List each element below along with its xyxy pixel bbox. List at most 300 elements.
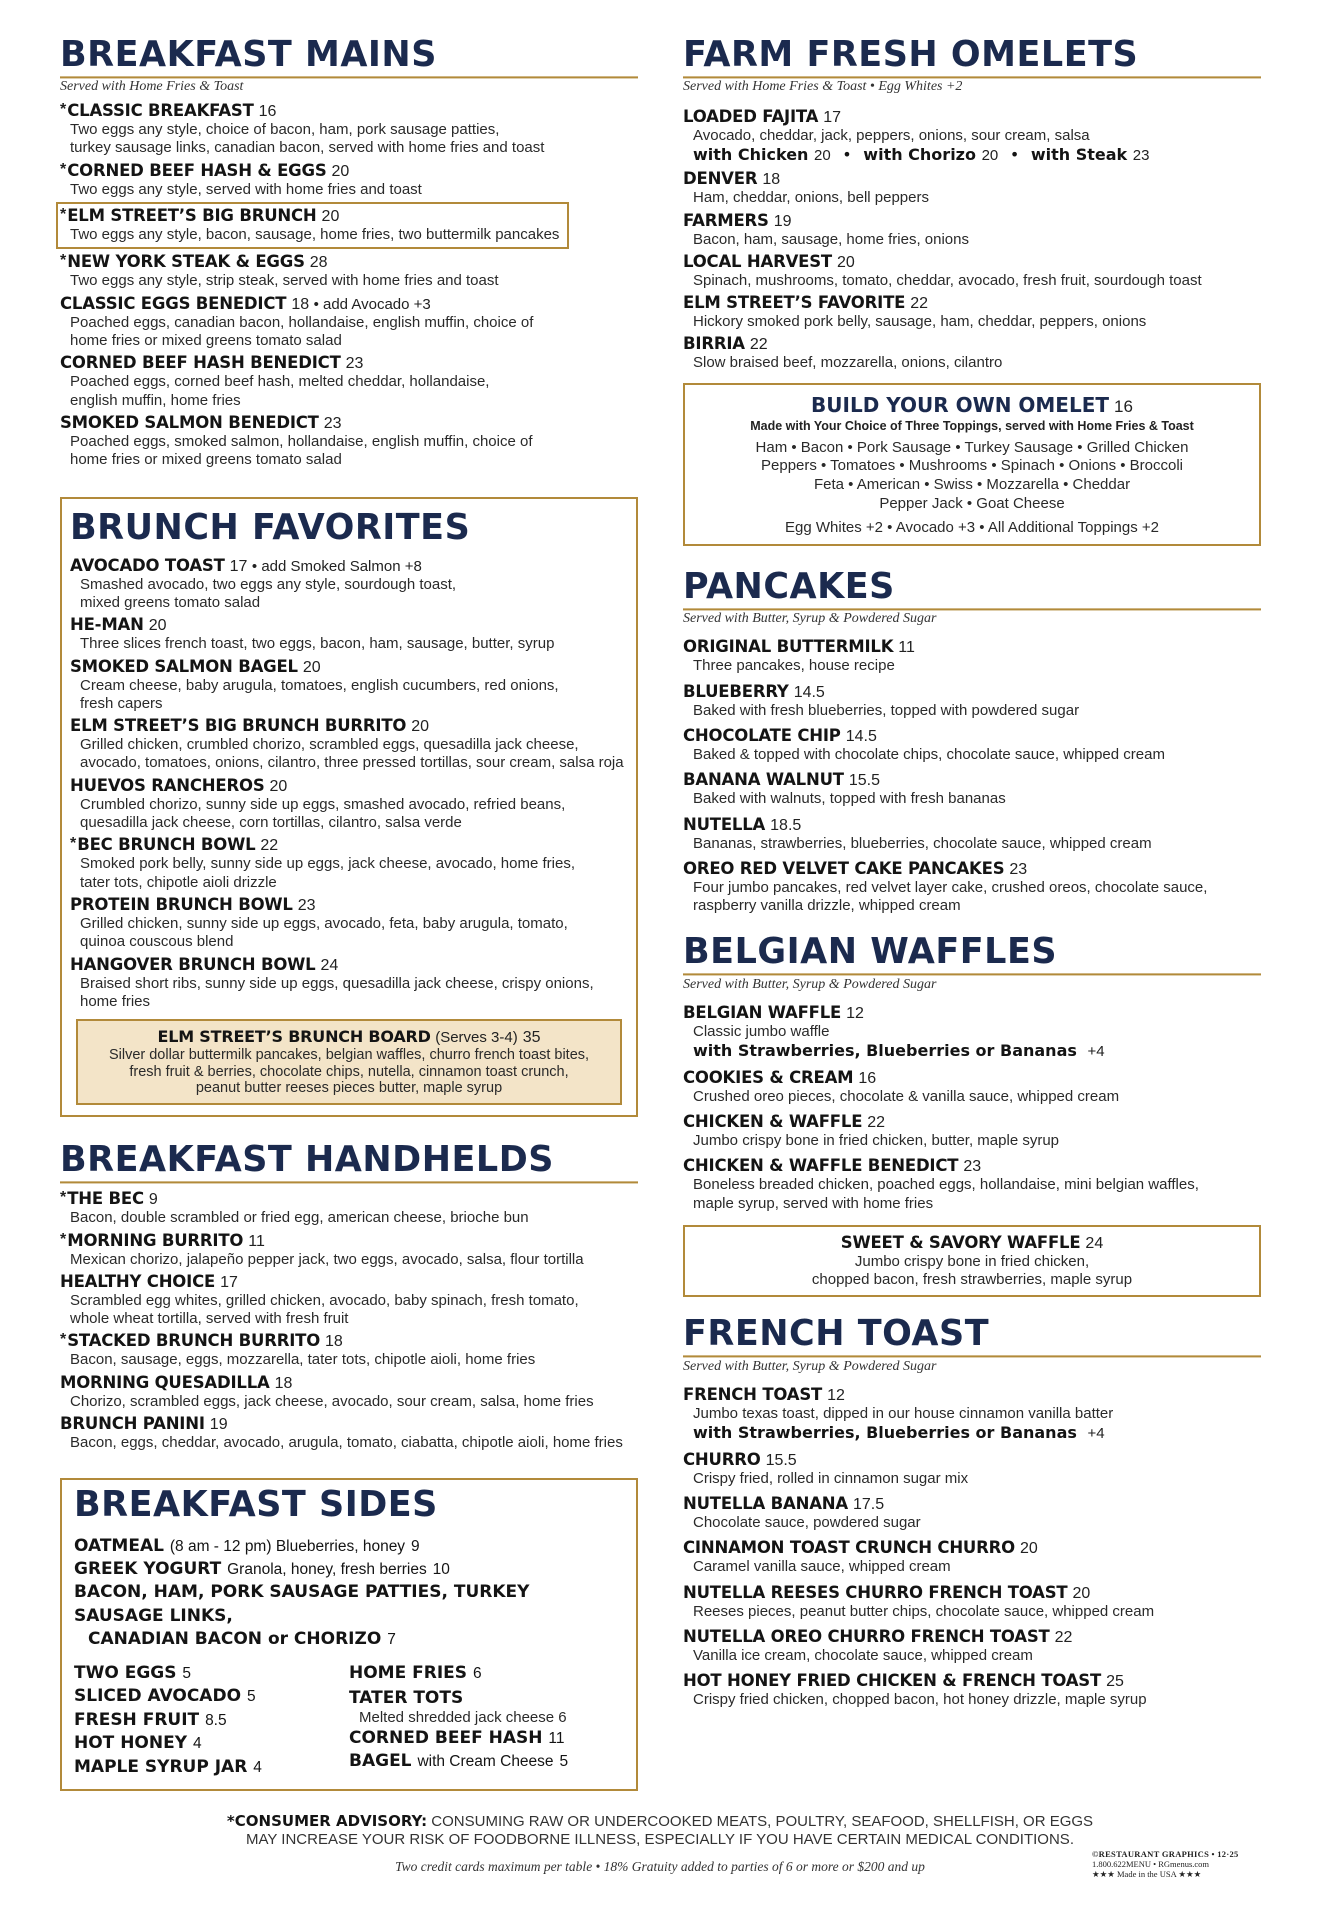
item-name: TATER TOTS xyxy=(349,1688,464,1709)
item-price: 8.5 xyxy=(205,1711,227,1729)
item-name: BIRRIA xyxy=(683,334,745,354)
item-name: MORNING QUESADILLA xyxy=(60,1372,270,1392)
item-desc: Poached eggs, canadian bacon, hollandaise, english muffin, choice of xyxy=(70,313,534,331)
item-desc: Cream cheese, baby arugula, tomatoes, english cucumbers, red onions, xyxy=(80,676,559,694)
item-price: 6 xyxy=(558,1708,567,1726)
item-price: 20 xyxy=(321,208,340,226)
menu-item xyxy=(60,1189,638,1227)
item-price: 22 xyxy=(1054,1628,1073,1646)
item-desc: Avocado, cheddar, jack, peppers, onions, sour cream, salsa xyxy=(693,127,1090,145)
item-name: GREEK YOGURT xyxy=(74,1559,222,1580)
menu-item xyxy=(683,293,1261,331)
item-desc: Mexican chorizo, jalapeño pepper jack, two eggs, avocado, salsa, flour tortilla xyxy=(70,1250,584,1268)
item-name: OREO RED VELVET CAKE PANCAKES xyxy=(683,858,1005,878)
item-price: 20 xyxy=(331,162,350,180)
item-name: FRENCH TOAST xyxy=(683,1384,823,1404)
menu-item xyxy=(60,1414,638,1452)
box-title: BUILD YOUR OWN OMELET xyxy=(811,392,1110,417)
right-column xyxy=(683,36,1261,1713)
section-title: BREAKFAST MAINS xyxy=(60,36,638,79)
menu-item xyxy=(683,107,1261,166)
item-price: 15.5 xyxy=(848,772,880,790)
item-name: CHICKEN & WAFFLE xyxy=(683,1111,863,1131)
item-name: BLUEBERRY xyxy=(683,681,789,701)
item-desc: Crispy fried, rolled in cinnamon sugar mix xyxy=(693,1469,969,1487)
menu-item xyxy=(683,1068,1261,1106)
section-subtitle: Served with Butter, Syrup & Powdered Sugar xyxy=(683,1358,937,1374)
item-desc: turkey sausage links, canadian bacon, served with home fries and toast xyxy=(70,139,545,157)
item-desc: Smashed avocado, two eggs any style, sourdough toast, xyxy=(80,575,457,593)
item-name: CORNED BEEF HASH xyxy=(349,1727,543,1748)
item-addon: • add Avocado +3 xyxy=(313,295,431,313)
item-price: 10 xyxy=(432,1561,450,1579)
menu-item xyxy=(60,1272,638,1329)
item-desc: maple syrup, served with home fries xyxy=(693,1194,934,1212)
item-price: 5 xyxy=(246,1688,256,1706)
item-desc: quinoa couscous blend xyxy=(80,933,234,951)
advisory-star: * xyxy=(70,835,77,853)
section-subtitle: Served with Butter, Syrup & Powdered Sugar xyxy=(683,611,937,627)
option-label: with Steak xyxy=(1030,145,1128,165)
item-name: NUTELLA REESES CHURRO FRENCH TOAST xyxy=(683,1582,1068,1602)
sides-grid xyxy=(74,1662,624,1779)
section-title: BRUNCH FAVORITES xyxy=(70,508,471,549)
menu-item xyxy=(60,353,638,410)
side-item xyxy=(74,1628,624,1651)
item-price: 20 xyxy=(411,718,430,736)
item-price: 22 xyxy=(910,295,928,313)
item-price: 5 xyxy=(559,1753,569,1771)
item-price: 23 xyxy=(1009,860,1028,878)
item-desc: fresh fruit & berries, chocolate chips, nutella, cinnamon toast crunch, xyxy=(129,1063,569,1080)
item-name: FARMERS xyxy=(683,210,769,230)
item-options xyxy=(683,1423,1261,1444)
item-desc: Grilled chicken, sunny side up eggs, avocado, feta, baby arugula, tomato, xyxy=(80,914,568,932)
item-price: 18.5 xyxy=(770,816,802,834)
advisory-text: CONSUMING RAW OR UNDERCOOKED MEATS, POULTRY, SEAFOOD, SHELLFISH, OR EGGS xyxy=(431,1813,1094,1830)
item-price: 20 xyxy=(302,658,321,676)
item-desc: Baked with fresh blueberries, topped with powdered sugar xyxy=(693,701,1080,719)
item-price: 7 xyxy=(387,1631,396,1649)
item-desc: Smoked pork belly, sunny side up eggs, jack cheese, avocado, home fries, xyxy=(80,855,575,873)
item-price: 25 xyxy=(1106,1673,1124,1691)
item-desc: quesadilla jack cheese, corn tortillas, cilantro, salsa verde xyxy=(80,814,462,832)
menu-item xyxy=(683,815,1261,853)
item-price: 28 xyxy=(309,254,328,272)
advisory-heading: CONSUMER ADVISORY: xyxy=(234,1812,428,1830)
menu-item xyxy=(70,716,628,773)
item-serves: (Serves 3-4) xyxy=(435,1029,518,1047)
side-item: BACON, HAM, PORK SAUSAGE PATTIES, TURKEY SAUSAGE LINKS, xyxy=(74,1582,530,1626)
left-column xyxy=(60,36,638,1791)
item-note: Granola, honey, fresh berries xyxy=(227,1561,427,1579)
item-desc: Bacon, eggs, cheddar, avocado, arugula, tomato, ciabatta, chipotle aioli, home fries xyxy=(70,1434,623,1452)
section-title: FARM FRESH OMELETS xyxy=(683,36,1261,79)
item-note: Melted shredded jack cheese xyxy=(359,1708,555,1726)
item-name: MORNING BURRITO xyxy=(67,1230,244,1250)
menu-item xyxy=(683,859,1261,916)
item-desc: Bananas, strawberries, blueberries, chocolate sauce, whipped cream xyxy=(693,834,1152,852)
menu-item xyxy=(683,1671,1261,1709)
breakfast-mains-section xyxy=(60,36,638,469)
item-desc: Hickory smoked pork belly, sausage, ham, cheddar, peppers, onions xyxy=(693,313,1147,331)
item-desc: Braised short ribs, sunny side up eggs, quesadilla jack cheese, crispy onions, xyxy=(80,974,594,992)
item-name: BAGEL xyxy=(349,1751,412,1772)
menu-item xyxy=(70,556,628,613)
item-price: 14.5 xyxy=(793,683,825,701)
option-price: +4 xyxy=(1087,1042,1105,1060)
breakfast-handhelds-section xyxy=(60,1141,638,1452)
item-desc: Caramel vanilla sauce, whipped cream xyxy=(693,1558,951,1576)
item-desc: Scrambled egg whites, grilled chicken, avocado, baby spinach, fresh tomato, xyxy=(70,1291,579,1309)
item-price: 20 xyxy=(1019,1540,1038,1558)
item-price: 20 xyxy=(148,617,167,635)
section-title: BREAKFAST SIDES xyxy=(74,1484,438,1526)
side-item xyxy=(74,1535,624,1558)
item-desc: Vanilla ice cream, chocolate sauce, whipped cream xyxy=(693,1646,1033,1664)
item-desc: Baked & topped with chocolate chips, chocolate sauce, whipped cream xyxy=(693,745,1165,763)
item-desc: home fries or mixed greens tomato salad xyxy=(70,451,342,469)
credit-brand: ©RESTAURANT GRAPHICS • 12·25 xyxy=(1092,1849,1239,1859)
item-name: LOADED FAJITA xyxy=(683,107,819,127)
menu-item xyxy=(683,637,1261,675)
section-title: BREAKFAST HANDHELDS xyxy=(60,1141,638,1184)
option-price: +4 xyxy=(1087,1424,1105,1442)
item-price: 14.5 xyxy=(845,727,877,745)
item-price: 16 xyxy=(858,1069,877,1087)
advisory-star: * xyxy=(60,206,67,224)
credit-origin: ★★★ Made in the USA ★★★ xyxy=(1092,1868,1202,1879)
item-desc: Jumbo texas toast, dipped in our house cinnamon vanilla batter xyxy=(693,1404,1114,1422)
item-price: 17 xyxy=(823,109,842,127)
item-price: 11 xyxy=(548,1729,565,1747)
item-price: 5 xyxy=(182,1664,192,1682)
item-name: ELM STREET’S BRUNCH BOARD xyxy=(157,1027,431,1047)
item-price: 20 xyxy=(836,253,855,271)
item-desc: Poached eggs, smoked salmon, hollandaise, english muffin, choice of xyxy=(70,432,533,450)
item-price: 9 xyxy=(410,1537,420,1555)
pancakes-section xyxy=(683,568,1261,915)
item-price: 6 xyxy=(472,1664,482,1682)
item-name: ELM STREET’S FAVORITE xyxy=(683,293,906,313)
option-label: with Strawberries, Blueberries or Bananas xyxy=(693,1422,1077,1442)
item-desc: Baked with walnuts, topped with fresh bananas xyxy=(693,790,1006,808)
menu-item xyxy=(70,776,628,833)
side-item xyxy=(74,1662,349,1685)
breakfast-sides-section xyxy=(60,1478,638,1791)
item-desc: Bacon, sausage, eggs, mozzarella, tater tots, chipotle aioli, home fries xyxy=(70,1351,536,1369)
side-item xyxy=(74,1558,624,1581)
item-price: 16 xyxy=(258,103,277,121)
item-name: HOT HONEY FRIED CHICKEN & FRENCH TOAST xyxy=(683,1671,1102,1691)
item-name: OATMEAL xyxy=(74,1535,164,1556)
item-name: HANGOVER BRUNCH BOWL xyxy=(70,954,316,974)
item-desc: Three pancakes, house recipe xyxy=(693,657,895,675)
item-desc: Silver dollar buttermilk pancakes, belgian waffles, churro french toast bites, xyxy=(108,1047,590,1064)
menu-item xyxy=(60,1331,638,1369)
item-desc: mixed greens tomato salad xyxy=(80,593,261,611)
side-item xyxy=(349,1750,624,1773)
sweet-savory-waffle-box xyxy=(683,1225,1261,1298)
item-desc: Boneless breaded chicken, poached eggs, hollandaise, mini belgian waffles, xyxy=(693,1176,1199,1194)
item-desc: Chocolate sauce, powdered sugar xyxy=(693,1514,921,1532)
item-desc xyxy=(349,1709,624,1727)
section-subtitle: Served with Home Fries & Toast • Egg Whites +2 xyxy=(683,79,963,95)
menu-item xyxy=(70,657,628,714)
box-subtitle: Made with Your Choice of Three Toppings, served with Home Fries & Toast xyxy=(750,418,1194,433)
item-price: 22 xyxy=(749,336,768,354)
item-desc: Crispy fried chicken, chopped bacon, hot honey drizzle, maple syrup xyxy=(693,1691,1147,1709)
menu-item xyxy=(683,1627,1261,1665)
item-price: 18 xyxy=(291,295,310,313)
menu-item xyxy=(683,169,1261,207)
item-name: TWO EGGS xyxy=(74,1662,177,1683)
item-desc: Two eggs any style, strip steak, served with home fries and toast xyxy=(70,272,499,290)
item-name: CHOCOLATE CHIP xyxy=(683,725,841,745)
menu-item xyxy=(683,1156,1261,1213)
item-desc: Bacon, double scrambled or fried egg, american cheese, brioche bun xyxy=(70,1209,529,1227)
item-desc: fresh capers xyxy=(80,694,163,712)
item-name: ELM STREET’S BIG BRUNCH xyxy=(67,206,317,226)
brunch-board-box xyxy=(76,1019,622,1105)
menu-item xyxy=(70,955,628,1012)
item-price: 17 xyxy=(220,1273,238,1291)
item-price: 23 xyxy=(345,355,364,373)
item-price: 18 xyxy=(325,1333,343,1351)
item-price: 20 xyxy=(269,777,288,795)
toppings-line: Feta • American • Swiss • Mozzarella • Cheddar xyxy=(813,475,1131,493)
side-item xyxy=(74,1685,349,1708)
toppings-line: Ham • Bacon • Pork Sausage • Turkey Sausage • Grilled Chicken xyxy=(755,438,1189,456)
side-item xyxy=(74,1709,349,1732)
item-name: CINNAMON TOAST CRUNCH CHURRO xyxy=(683,1538,1015,1558)
omelets-section xyxy=(683,36,1261,546)
item-price: 15.5 xyxy=(765,1451,797,1469)
item-price: 23 xyxy=(323,414,342,432)
advisory-star: * xyxy=(60,1189,67,1207)
item-desc: Three slices french toast, two eggs, bacon, ham, sausage, butter, syrup xyxy=(80,635,555,653)
item-desc: Grilled chicken, crumbled chorizo, scrambled eggs, quesadilla jack cheese, xyxy=(80,736,579,754)
item-desc: home fries or mixed greens tomato salad xyxy=(70,331,342,349)
advisory-text: MAY INCREASE YOUR RISK OF FOODBORNE ILLNESS, ESPECIALLY IF YOU HAVE CERTAIN MEDICAL CONDITIONS. xyxy=(246,1831,1074,1848)
menu-item xyxy=(60,252,638,290)
menu-item xyxy=(683,726,1261,764)
brunch-favorites-section xyxy=(60,497,638,1117)
section-subtitle: Served with Home Fries & Toast xyxy=(60,79,244,95)
side-item xyxy=(74,1756,349,1779)
menu-item xyxy=(60,1231,638,1269)
item-name: STACKED BRUNCH BURRITO xyxy=(67,1331,321,1351)
menu-item xyxy=(683,211,1261,249)
item-name: ELM STREET’S BIG BRUNCH BURRITO xyxy=(70,716,407,736)
item-price: 24 xyxy=(320,956,339,974)
item-desc: raspberry vanilla drizzle, whipped cream xyxy=(693,897,961,915)
menu-item xyxy=(60,294,638,351)
item-price: 20 xyxy=(1072,1584,1091,1602)
option-label: with Strawberries, Blueberries or Bananas xyxy=(693,1040,1077,1060)
item-price: 22 xyxy=(260,837,279,855)
menu-item xyxy=(70,895,628,952)
item-name: SLICED AVOCADO xyxy=(74,1686,242,1707)
item-desc: tater tots, chipotle aioli drizzle xyxy=(80,873,277,891)
item-name: THE BEC xyxy=(67,1189,144,1209)
item-price: 17.5 xyxy=(852,1496,885,1514)
item-desc: chopped bacon, fresh strawberries, maple syrup xyxy=(811,1271,1133,1289)
toppings-line: Peppers • Tomatoes • Mushrooms • Spinach • Onions • Broccoli xyxy=(761,457,1183,475)
item-desc: Four jumbo pancakes, red velvet layer cake, crushed oreos, chocolate sauce, xyxy=(693,878,1208,896)
item-name: HOME FRIES xyxy=(349,1662,468,1683)
item-name: LOCAL HARVEST xyxy=(683,251,832,271)
menu-item xyxy=(683,1494,1261,1532)
option-label: with Chicken xyxy=(693,145,809,165)
build-your-own-omelet-box xyxy=(683,383,1261,546)
item-name: COOKIES & CREAM xyxy=(683,1067,854,1087)
featured-item-box xyxy=(56,202,569,249)
item-options: with Chicken 20 • with Chorizo 20 • with Steak 23 xyxy=(693,145,1150,165)
item-desc: whole wheat tortilla, served with fresh fruit xyxy=(70,1310,349,1328)
printer-credit xyxy=(1092,1850,1239,1879)
item-name: CLASSIC BREAKFAST xyxy=(67,101,254,121)
item-name: FRESH FRUIT xyxy=(74,1709,200,1730)
item-price: 23 xyxy=(297,896,316,914)
item-name: CORNED BEEF HASH & EGGS xyxy=(67,160,327,180)
french-toast-section xyxy=(683,1315,1261,1709)
item-name: HE-MAN xyxy=(70,615,144,635)
item-desc: Two eggs any style, choice of bacon, ham, pork sausage patties, xyxy=(70,121,500,139)
policy-footnote: Two credit cards maximum per table • 18% Gratuity added to parties of 6 or more or $200 and up xyxy=(395,1859,925,1874)
item-price: 23 xyxy=(963,1158,982,1176)
option-price: 20 xyxy=(981,147,999,165)
item-note: (8 am - 12 pm) Blueberries, honey xyxy=(169,1537,406,1555)
toppings-extras: Egg Whites +2 • Avocado +3 • All Additional Toppings +2 xyxy=(785,519,1159,537)
menu-item xyxy=(70,835,628,892)
item-name: CANADIAN BACON or CHORIZO xyxy=(88,1629,382,1650)
item-name: NUTELLA OREO CHURRO FRENCH TOAST xyxy=(683,1626,1050,1646)
item-desc: Classic jumbo waffle xyxy=(693,1022,830,1040)
menu-item xyxy=(60,161,638,199)
option-price: 20 xyxy=(814,147,831,165)
item-name: MAPLE SYRUP JAR xyxy=(74,1756,248,1777)
item-name: BEC BRUNCH BOWL xyxy=(77,835,256,855)
advisory-star: * xyxy=(226,1812,235,1830)
menu-item xyxy=(683,1112,1261,1150)
menu-item xyxy=(683,1583,1261,1621)
item-price: 19 xyxy=(209,1416,228,1434)
menu-item xyxy=(683,1450,1261,1488)
side-item xyxy=(349,1662,624,1685)
item-desc: Poached eggs, corned beef hash, melted cheddar, hollandaise, xyxy=(70,373,490,391)
item-price: 18 xyxy=(762,171,781,189)
item-desc: Two eggs any style, bacon, sausage, home fries, two buttermilk pancakes xyxy=(70,226,560,244)
item-desc: Ham, cheddar, onions, bell peppers xyxy=(693,189,929,207)
item-desc: Reeses pieces, peanut butter chips, chocolate sauce, whipped cream xyxy=(693,1602,1155,1620)
item-price: 4 xyxy=(192,1735,202,1753)
item-name: CORNED BEEF HASH BENEDICT xyxy=(60,353,341,373)
item-desc: avocado, tomatoes, onions, cilantro, three pressed tortillas, sour cream, salsa roja xyxy=(80,754,624,772)
advisory-star: * xyxy=(60,160,67,178)
item-name: ORIGINAL BUTTERMILK xyxy=(683,637,894,657)
item-desc: Jumbo crispy bone in fried chicken, butter, maple syrup xyxy=(693,1131,1060,1149)
item-name: BELGIAN WAFFLE xyxy=(683,1002,842,1022)
item-price: 12 xyxy=(827,1386,845,1404)
item-name: CLASSIC EGGS BENEDICT xyxy=(60,293,287,313)
option-label: with Chorizo xyxy=(863,145,976,165)
item-name: NEW YORK STEAK & EGGS xyxy=(67,252,305,272)
item-addon: • add Smoked Salmon +8 xyxy=(251,557,422,575)
item-price: 16 xyxy=(1114,396,1133,416)
item-name: NUTELLA BANANA xyxy=(683,1494,848,1514)
item-name: SWEET & SAVORY WAFFLE xyxy=(840,1232,1081,1252)
item-desc: english muffin, home fries xyxy=(70,391,241,409)
menu-item xyxy=(70,615,628,653)
item-price: 12 xyxy=(846,1004,864,1022)
item-desc: Bacon, ham, sausage, home fries, onions xyxy=(693,230,969,248)
item-name: BRUNCH PANINI xyxy=(60,1414,205,1434)
waffles-section xyxy=(683,933,1261,1297)
sides-right-column xyxy=(349,1662,624,1779)
section-title: FRENCH TOAST xyxy=(683,1315,1261,1358)
item-name: DENVER xyxy=(683,169,758,189)
advisory-star: * xyxy=(60,1230,67,1248)
sides-left-column xyxy=(74,1662,349,1779)
item-name: PROTEIN BRUNCH BOWL xyxy=(70,894,293,914)
item-name: CHURRO xyxy=(683,1449,761,1469)
item-price: 11 xyxy=(248,1232,265,1250)
menu-item xyxy=(683,334,1261,372)
item-price: 22 xyxy=(867,1113,886,1131)
side-item xyxy=(349,1688,624,1708)
advisory-star: * xyxy=(60,1331,67,1349)
item-name: SMOKED SALMON BENEDICT xyxy=(60,412,319,432)
item-desc: Two eggs any style, served with home fries and toast xyxy=(70,180,422,198)
item-desc: Chorizo, scrambled eggs, jack cheese, avocado, sour cream, salsa, home fries xyxy=(70,1392,594,1410)
side-item xyxy=(74,1732,349,1755)
item-name: BANANA WALNUT xyxy=(683,770,844,790)
section-title: BELGIAN WAFFLES xyxy=(683,933,1261,976)
menu-item xyxy=(683,252,1261,290)
item-name: SMOKED SALMON BAGEL xyxy=(70,656,298,676)
section-subtitle: Served with Butter, Syrup & Powdered Sugar xyxy=(683,976,937,992)
item-name: HOT HONEY xyxy=(74,1733,188,1754)
menu-item xyxy=(683,1385,1261,1444)
item-name: HUEVOS RANCHEROS xyxy=(70,775,265,795)
item-desc: Crushed oreo pieces, chocolate & vanilla sauce, whipped cream xyxy=(693,1087,1120,1105)
item-name: AVOCADO TOAST xyxy=(70,555,225,575)
credit-contact: 1.800.622MENU • RGmenus.com xyxy=(1092,1858,1210,1869)
item-name: CHICKEN & WAFFLE BENEDICT xyxy=(683,1156,959,1176)
item-desc: home fries xyxy=(80,992,151,1010)
section-title: PANCAKES xyxy=(683,568,1261,611)
menu-item xyxy=(60,101,638,158)
item-note: with Cream Cheese xyxy=(417,1753,554,1771)
side-item xyxy=(349,1727,624,1750)
item-price: 9 xyxy=(148,1191,158,1209)
advisory-star: * xyxy=(60,252,67,270)
item-price: 18 xyxy=(274,1374,293,1392)
menu-item xyxy=(683,770,1261,808)
item-price: 24 xyxy=(1085,1234,1104,1252)
item-price: 19 xyxy=(773,212,792,230)
advisory-star: * xyxy=(60,101,67,119)
item-price: 35 xyxy=(522,1029,541,1047)
menu-item xyxy=(60,1373,638,1411)
menu-item xyxy=(60,413,638,470)
toppings-line: Pepper Jack • Goat Cheese xyxy=(879,494,1065,512)
item-price: 11 xyxy=(898,639,915,657)
menu-item xyxy=(683,1538,1261,1576)
item-desc: Spinach, mushrooms, tomato, cheddar, avocado, fresh fruit, sourdough toast xyxy=(693,271,1202,289)
menu-item xyxy=(683,682,1261,720)
